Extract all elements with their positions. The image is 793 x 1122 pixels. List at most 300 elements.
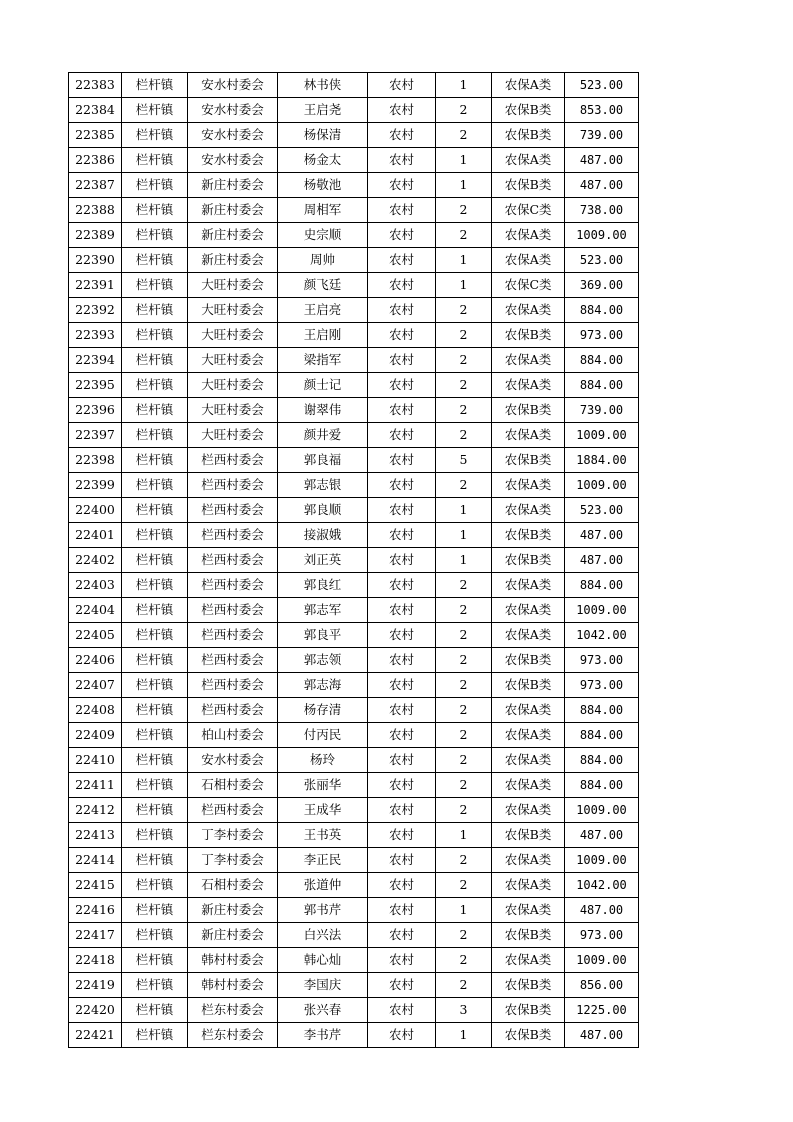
- village-committee-cell: 柏山村委会: [188, 723, 278, 748]
- table-row: [69, 98, 639, 123]
- household-count-cell: 5: [436, 448, 492, 473]
- village-committee-cell: 大旺村委会: [188, 398, 278, 423]
- name-cell: 郭良平: [278, 623, 368, 648]
- name-cell: 史宗顺: [278, 223, 368, 248]
- record-id-cell: 22399: [69, 473, 122, 498]
- household-count-cell: 2: [436, 373, 492, 398]
- insurance-category-cell: 农保A类: [492, 473, 565, 498]
- amount-cell: 1009.00: [565, 473, 639, 498]
- area-type-cell: 农村: [368, 248, 436, 273]
- insurance-category-cell: 农保B类: [492, 648, 565, 673]
- village-committee-cell: 石相村委会: [188, 773, 278, 798]
- town-cell: 栏杆镇: [122, 273, 188, 298]
- name-cell: 王启亮: [278, 298, 368, 323]
- insurance-category-cell: 农保C类: [492, 198, 565, 223]
- village-committee-cell: 栏西村委会: [188, 473, 278, 498]
- area-type-cell: 农村: [368, 523, 436, 548]
- insurance-category-cell: 农保B类: [492, 323, 565, 348]
- household-count-cell: 2: [436, 298, 492, 323]
- table-row: [69, 273, 639, 298]
- table-row: [69, 648, 639, 673]
- table-row: [69, 223, 639, 248]
- table-row: [69, 698, 639, 723]
- record-id-cell: 22393: [69, 323, 122, 348]
- town-cell: 栏杆镇: [122, 948, 188, 973]
- household-count-cell: 2: [436, 798, 492, 823]
- insurance-category-cell: 农保B类: [492, 823, 565, 848]
- town-cell: 栏杆镇: [122, 448, 188, 473]
- record-id-cell: 22405: [69, 623, 122, 648]
- roster-body: [69, 73, 639, 1048]
- insurance-category-cell: 农保B类: [492, 98, 565, 123]
- name-cell: 张兴春: [278, 998, 368, 1023]
- insurance-category-cell: 农保B类: [492, 1023, 565, 1048]
- household-count-cell: 1: [436, 273, 492, 298]
- record-id-cell: 22387: [69, 173, 122, 198]
- name-cell: 郭志海: [278, 673, 368, 698]
- name-cell: 付丙民: [278, 723, 368, 748]
- table-row: [69, 823, 639, 848]
- town-cell: 栏杆镇: [122, 98, 188, 123]
- town-cell: 栏杆镇: [122, 548, 188, 573]
- area-type-cell: 农村: [368, 448, 436, 473]
- household-count-cell: 1: [436, 523, 492, 548]
- insurance-category-cell: 农保A类: [492, 773, 565, 798]
- name-cell: 林书侠: [278, 73, 368, 98]
- name-cell: 郭良顺: [278, 498, 368, 523]
- area-type-cell: 农村: [368, 73, 436, 98]
- area-type-cell: 农村: [368, 348, 436, 373]
- name-cell: 张道仲: [278, 873, 368, 898]
- town-cell: 栏杆镇: [122, 773, 188, 798]
- insurance-category-cell: 农保B类: [492, 523, 565, 548]
- household-count-cell: 2: [436, 748, 492, 773]
- amount-cell: 884.00: [565, 573, 639, 598]
- village-committee-cell: 栏西村委会: [188, 448, 278, 473]
- amount-cell: 973.00: [565, 923, 639, 948]
- insurance-category-cell: 农保A类: [492, 948, 565, 973]
- town-cell: 栏杆镇: [122, 623, 188, 648]
- household-count-cell: 2: [436, 773, 492, 798]
- town-cell: 栏杆镇: [122, 748, 188, 773]
- insurance-category-cell: 农保A类: [492, 223, 565, 248]
- name-cell: 郭书芹: [278, 898, 368, 923]
- name-cell: 刘正英: [278, 548, 368, 573]
- name-cell: 杨敬池: [278, 173, 368, 198]
- town-cell: 栏杆镇: [122, 998, 188, 1023]
- amount-cell: 853.00: [565, 98, 639, 123]
- area-type-cell: 农村: [368, 998, 436, 1023]
- record-id-cell: 22410: [69, 748, 122, 773]
- record-id-cell: 22384: [69, 98, 122, 123]
- record-id-cell: 22409: [69, 723, 122, 748]
- household-count-cell: 2: [436, 648, 492, 673]
- table-row: [69, 923, 639, 948]
- record-id-cell: 22395: [69, 373, 122, 398]
- insurance-category-cell: 农保B类: [492, 123, 565, 148]
- record-id-cell: 22419: [69, 973, 122, 998]
- village-committee-cell: 大旺村委会: [188, 298, 278, 323]
- town-cell: 栏杆镇: [122, 648, 188, 673]
- table-row: [69, 498, 639, 523]
- area-type-cell: 农村: [368, 198, 436, 223]
- village-committee-cell: 新庄村委会: [188, 923, 278, 948]
- table-row: [69, 773, 639, 798]
- amount-cell: 487.00: [565, 548, 639, 573]
- amount-cell: 739.00: [565, 123, 639, 148]
- area-type-cell: 农村: [368, 548, 436, 573]
- area-type-cell: 农村: [368, 723, 436, 748]
- insurance-category-cell: 农保A类: [492, 798, 565, 823]
- village-committee-cell: 栏西村委会: [188, 573, 278, 598]
- town-cell: 栏杆镇: [122, 73, 188, 98]
- area-type-cell: 农村: [368, 673, 436, 698]
- amount-cell: 1042.00: [565, 873, 639, 898]
- household-count-cell: 2: [436, 673, 492, 698]
- name-cell: 郭良红: [278, 573, 368, 598]
- area-type-cell: 农村: [368, 373, 436, 398]
- amount-cell: 884.00: [565, 748, 639, 773]
- area-type-cell: 农村: [368, 98, 436, 123]
- record-id-cell: 22390: [69, 248, 122, 273]
- record-id-cell: 22398: [69, 448, 122, 473]
- household-count-cell: 2: [436, 723, 492, 748]
- amount-cell: 884.00: [565, 373, 639, 398]
- record-id-cell: 22404: [69, 598, 122, 623]
- town-cell: 栏杆镇: [122, 373, 188, 398]
- area-type-cell: 农村: [368, 898, 436, 923]
- village-committee-cell: 新庄村委会: [188, 198, 278, 223]
- insurance-category-cell: 农保B类: [492, 173, 565, 198]
- household-count-cell: 2: [436, 948, 492, 973]
- household-count-cell: 1: [436, 898, 492, 923]
- amount-cell: 523.00: [565, 248, 639, 273]
- table-row: [69, 323, 639, 348]
- table-row: [69, 873, 639, 898]
- name-cell: 李国庆: [278, 973, 368, 998]
- insurance-category-cell: 农保C类: [492, 273, 565, 298]
- name-cell: 周帅: [278, 248, 368, 273]
- household-count-cell: 1: [436, 823, 492, 848]
- table-row: [69, 548, 639, 573]
- amount-cell: 523.00: [565, 73, 639, 98]
- village-committee-cell: 新庄村委会: [188, 248, 278, 273]
- village-committee-cell: 安水村委会: [188, 748, 278, 773]
- insurance-category-cell: 农保B类: [492, 673, 565, 698]
- table-row: [69, 623, 639, 648]
- name-cell: 杨金太: [278, 148, 368, 173]
- record-id-cell: 22417: [69, 923, 122, 948]
- amount-cell: 884.00: [565, 348, 639, 373]
- area-type-cell: 农村: [368, 648, 436, 673]
- record-id-cell: 22388: [69, 198, 122, 223]
- table-row: [69, 448, 639, 473]
- record-id-cell: 22408: [69, 698, 122, 723]
- amount-cell: 487.00: [565, 1023, 639, 1048]
- table-row: [69, 598, 639, 623]
- table-row: [69, 73, 639, 98]
- name-cell: 王启刚: [278, 323, 368, 348]
- amount-cell: 856.00: [565, 973, 639, 998]
- amount-cell: 884.00: [565, 298, 639, 323]
- area-type-cell: 农村: [368, 598, 436, 623]
- name-cell: 郭志军: [278, 598, 368, 623]
- area-type-cell: 农村: [368, 948, 436, 973]
- area-type-cell: 农村: [368, 398, 436, 423]
- name-cell: 张丽华: [278, 773, 368, 798]
- area-type-cell: 农村: [368, 923, 436, 948]
- town-cell: 栏杆镇: [122, 523, 188, 548]
- town-cell: 栏杆镇: [122, 223, 188, 248]
- town-cell: 栏杆镇: [122, 473, 188, 498]
- village-committee-cell: 丁李村委会: [188, 848, 278, 873]
- table-row: [69, 748, 639, 773]
- area-type-cell: 农村: [368, 148, 436, 173]
- insurance-category-cell: 农保B类: [492, 448, 565, 473]
- town-cell: 栏杆镇: [122, 973, 188, 998]
- name-cell: 王启尧: [278, 98, 368, 123]
- insurance-category-cell: 农保A类: [492, 148, 565, 173]
- insurance-category-cell: 农保A类: [492, 898, 565, 923]
- area-type-cell: 农村: [368, 223, 436, 248]
- record-id-cell: 22418: [69, 948, 122, 973]
- area-type-cell: 农村: [368, 498, 436, 523]
- village-committee-cell: 栏西村委会: [188, 623, 278, 648]
- town-cell: 栏杆镇: [122, 573, 188, 598]
- amount-cell: 1009.00: [565, 423, 639, 448]
- record-id-cell: 22420: [69, 998, 122, 1023]
- amount-cell: 487.00: [565, 523, 639, 548]
- insurance-category-cell: 农保B类: [492, 398, 565, 423]
- insurance-category-cell: 农保A类: [492, 298, 565, 323]
- household-count-cell: 2: [436, 198, 492, 223]
- insurance-category-cell: 农保A类: [492, 698, 565, 723]
- table-row: [69, 673, 639, 698]
- table-row: [69, 373, 639, 398]
- town-cell: 栏杆镇: [122, 923, 188, 948]
- amount-cell: 884.00: [565, 773, 639, 798]
- table-row: [69, 1023, 639, 1048]
- name-cell: 白兴法: [278, 923, 368, 948]
- table-row: [69, 848, 639, 873]
- record-id-cell: 22411: [69, 773, 122, 798]
- village-committee-cell: 栏西村委会: [188, 673, 278, 698]
- household-count-cell: 2: [436, 598, 492, 623]
- amount-cell: 487.00: [565, 823, 639, 848]
- record-id-cell: 22421: [69, 1023, 122, 1048]
- name-cell: 颜井爱: [278, 423, 368, 448]
- insurance-category-cell: 农保A类: [492, 723, 565, 748]
- household-count-cell: 2: [436, 323, 492, 348]
- village-committee-cell: 新庄村委会: [188, 898, 278, 923]
- table-row: [69, 348, 639, 373]
- town-cell: 栏杆镇: [122, 1023, 188, 1048]
- insurance-category-cell: 农保A类: [492, 423, 565, 448]
- table-row: [69, 123, 639, 148]
- record-id-cell: 22406: [69, 648, 122, 673]
- record-id-cell: 22413: [69, 823, 122, 848]
- town-cell: 栏杆镇: [122, 148, 188, 173]
- area-type-cell: 农村: [368, 773, 436, 798]
- record-id-cell: 22403: [69, 573, 122, 598]
- area-type-cell: 农村: [368, 298, 436, 323]
- town-cell: 栏杆镇: [122, 798, 188, 823]
- amount-cell: 973.00: [565, 673, 639, 698]
- record-id-cell: 22397: [69, 423, 122, 448]
- household-count-cell: 2: [436, 423, 492, 448]
- record-id-cell: 22394: [69, 348, 122, 373]
- village-committee-cell: 大旺村委会: [188, 373, 278, 398]
- town-cell: 栏杆镇: [122, 873, 188, 898]
- table-row: [69, 798, 639, 823]
- amount-cell: 1884.00: [565, 448, 639, 473]
- name-cell: 接淑娥: [278, 523, 368, 548]
- amount-cell: 523.00: [565, 498, 639, 523]
- amount-cell: 1009.00: [565, 223, 639, 248]
- village-committee-cell: 栏西村委会: [188, 498, 278, 523]
- household-count-cell: 2: [436, 623, 492, 648]
- household-count-cell: 2: [436, 473, 492, 498]
- amount-cell: 487.00: [565, 148, 639, 173]
- village-committee-cell: 栏西村委会: [188, 798, 278, 823]
- table-row: [69, 948, 639, 973]
- amount-cell: 739.00: [565, 398, 639, 423]
- name-cell: 杨玲: [278, 748, 368, 773]
- table-row: [69, 248, 639, 273]
- town-cell: 栏杆镇: [122, 698, 188, 723]
- town-cell: 栏杆镇: [122, 673, 188, 698]
- table-row: [69, 573, 639, 598]
- name-cell: 李正民: [278, 848, 368, 873]
- household-count-cell: 2: [436, 573, 492, 598]
- table-row: [69, 298, 639, 323]
- village-committee-cell: 大旺村委会: [188, 273, 278, 298]
- name-cell: 周相军: [278, 198, 368, 223]
- amount-cell: 1009.00: [565, 948, 639, 973]
- household-count-cell: 3: [436, 998, 492, 1023]
- village-committee-cell: 栏西村委会: [188, 648, 278, 673]
- village-committee-cell: 安水村委会: [188, 123, 278, 148]
- household-count-cell: 2: [436, 398, 492, 423]
- town-cell: 栏杆镇: [122, 248, 188, 273]
- household-count-cell: 2: [436, 223, 492, 248]
- area-type-cell: 农村: [368, 823, 436, 848]
- household-count-cell: 2: [436, 698, 492, 723]
- table-row: [69, 973, 639, 998]
- town-cell: 栏杆镇: [122, 323, 188, 348]
- village-committee-cell: 大旺村委会: [188, 323, 278, 348]
- table-row: [69, 173, 639, 198]
- insurance-category-cell: 农保A类: [492, 748, 565, 773]
- town-cell: 栏杆镇: [122, 848, 188, 873]
- village-committee-cell: 新庄村委会: [188, 223, 278, 248]
- amount-cell: 884.00: [565, 698, 639, 723]
- village-committee-cell: 韩村村委会: [188, 973, 278, 998]
- record-id-cell: 22400: [69, 498, 122, 523]
- insurance-category-cell: 农保B类: [492, 548, 565, 573]
- insurance-category-cell: 农保A类: [492, 498, 565, 523]
- household-count-cell: 1: [436, 498, 492, 523]
- area-type-cell: 农村: [368, 848, 436, 873]
- village-committee-cell: 大旺村委会: [188, 423, 278, 448]
- household-count-cell: 1: [436, 1023, 492, 1048]
- household-count-cell: 2: [436, 348, 492, 373]
- insurance-category-cell: 农保A类: [492, 248, 565, 273]
- table-row: [69, 898, 639, 923]
- village-committee-cell: 韩村村委会: [188, 948, 278, 973]
- amount-cell: 369.00: [565, 273, 639, 298]
- village-committee-cell: 栏西村委会: [188, 548, 278, 573]
- record-id-cell: 22407: [69, 673, 122, 698]
- area-type-cell: 农村: [368, 323, 436, 348]
- table-row: [69, 723, 639, 748]
- amount-cell: 738.00: [565, 198, 639, 223]
- record-id-cell: 22401: [69, 523, 122, 548]
- name-cell: 王书英: [278, 823, 368, 848]
- insurance-category-cell: 农保B类: [492, 973, 565, 998]
- village-committee-cell: 安水村委会: [188, 98, 278, 123]
- household-count-cell: 1: [436, 548, 492, 573]
- village-committee-cell: 新庄村委会: [188, 173, 278, 198]
- amount-cell: 1009.00: [565, 598, 639, 623]
- amount-cell: 1042.00: [565, 623, 639, 648]
- name-cell: 王成华: [278, 798, 368, 823]
- name-cell: 郭志领: [278, 648, 368, 673]
- name-cell: 颜士记: [278, 373, 368, 398]
- amount-cell: 973.00: [565, 648, 639, 673]
- insurance-category-cell: 农保A类: [492, 623, 565, 648]
- household-count-cell: 2: [436, 123, 492, 148]
- area-type-cell: 农村: [368, 273, 436, 298]
- name-cell: 颜飞廷: [278, 273, 368, 298]
- name-cell: 李书芹: [278, 1023, 368, 1048]
- village-committee-cell: 栏东村委会: [188, 1023, 278, 1048]
- record-id-cell: 22416: [69, 898, 122, 923]
- table-row: [69, 148, 639, 173]
- insurance-category-cell: 农保A类: [492, 873, 565, 898]
- town-cell: 栏杆镇: [122, 398, 188, 423]
- record-id-cell: 22412: [69, 798, 122, 823]
- area-type-cell: 农村: [368, 1023, 436, 1048]
- village-committee-cell: 安水村委会: [188, 73, 278, 98]
- area-type-cell: 农村: [368, 973, 436, 998]
- record-id-cell: 22414: [69, 848, 122, 873]
- record-id-cell: 22391: [69, 273, 122, 298]
- town-cell: 栏杆镇: [122, 898, 188, 923]
- town-cell: 栏杆镇: [122, 123, 188, 148]
- area-type-cell: 农村: [368, 798, 436, 823]
- record-id-cell: 22385: [69, 123, 122, 148]
- area-type-cell: 农村: [368, 423, 436, 448]
- village-committee-cell: 丁李村委会: [188, 823, 278, 848]
- insurance-category-cell: 农保A类: [492, 573, 565, 598]
- household-count-cell: 2: [436, 848, 492, 873]
- amount-cell: 1009.00: [565, 848, 639, 873]
- name-cell: 梁指军: [278, 348, 368, 373]
- amount-cell: 1225.00: [565, 998, 639, 1023]
- village-committee-cell: 栏东村委会: [188, 998, 278, 1023]
- area-type-cell: 农村: [368, 748, 436, 773]
- name-cell: 郭良福: [278, 448, 368, 473]
- amount-cell: 487.00: [565, 173, 639, 198]
- table-row: [69, 198, 639, 223]
- name-cell: 郭志银: [278, 473, 368, 498]
- village-committee-cell: 大旺村委会: [188, 348, 278, 373]
- village-committee-cell: 安水村委会: [188, 148, 278, 173]
- name-cell: 杨保清: [278, 123, 368, 148]
- amount-cell: 1009.00: [565, 798, 639, 823]
- town-cell: 栏杆镇: [122, 723, 188, 748]
